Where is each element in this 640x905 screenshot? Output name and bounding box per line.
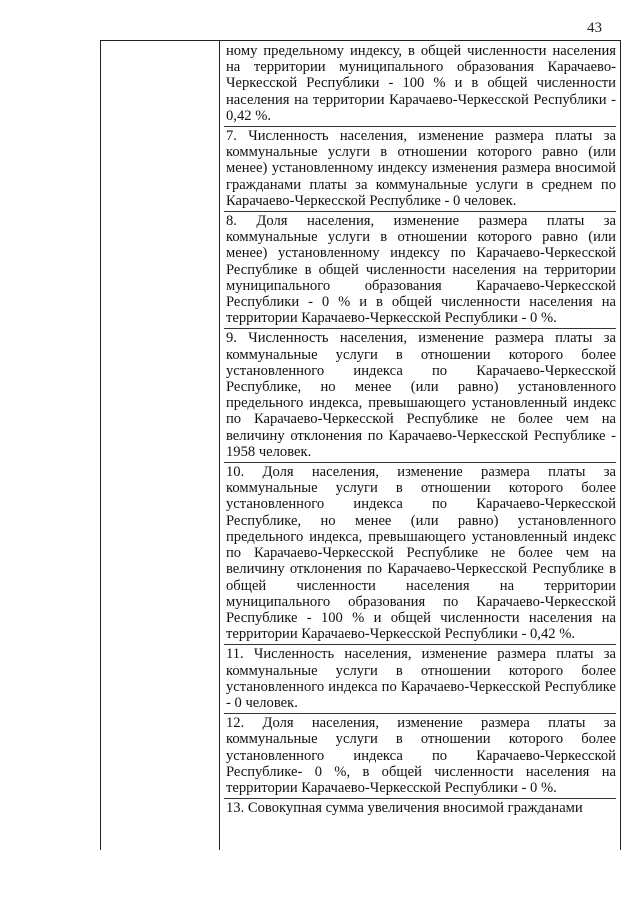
item-7: 7. Численность населения, изменение размера платы за коммунальные услуги в отношении которого равно (или менее) установленному индексу изменения размера вносимой гражданами платы за коммунальные услуги в среднем по Карачаево-Черкесской Республике - 0 человек. [224, 128, 616, 212]
column-divider [219, 41, 220, 850]
item-12: 12. Доля населения, изменение размера платы за коммунальные услуги в отношении которого более установленного индекса по Карачаево-Черкесской Республике- 0 %, в общей численности населения на территории Карачаево-Черкесской Республики - 0 %. [224, 715, 616, 799]
table-right-border [620, 41, 621, 850]
document-table [100, 40, 621, 850]
item-9: 9. Численность населения, изменение размера платы за коммунальные услуги в отношении которого более установленного индекса по Карачаево-Черкесской Республике, но менее (или равно) установленного предельного индекса, превышающего установленный индекс по Карачаево-Черкесской Республике не более чем на величину отклонения по Карачаево-Черкесской Республике - 1958 человек. [224, 330, 616, 463]
item-continuation: ному предельному индексу, в общей численности населения на территории муниципального образования Карачаево-Черкесской Республики - 100 % и в общей численности населения на территории Карачаево-Черкесской Республики - 0,42 %. [224, 43, 616, 127]
page-number: 43 [587, 20, 602, 36]
item-10: 10. Доля населения, изменение размера платы за коммунальные услуги в отношении которого более установленного индекса по Карачаево-Черкесской Республике, но менее (или равно) установленного предельного индекса, превышающего установленный индекс по Карачаево-Черкесской Республике не более чем на величину отклонения по Карачаево-Черкесской Республике в общей численности населения на территории муниципального образования по Карачаево-Черкесской Республике - 100 % и общей численности населения на территории Карачаево-Черкесской Республики - 0,42 %. [224, 464, 616, 645]
item-11: 11. Численность населения, изменение размера платы за коммунальные услуги в отношении которого более установленного индекса по Карачаево-Черкесской Республике - 0 человек. [224, 646, 616, 714]
content-column [224, 43, 616, 819]
item-13: 13. Совокупная сумма увеличения вносимой гражданами [226, 800, 583, 817]
item-8: 8. Доля населения, изменение размера платы за коммунальные услуги в отношении которого равно (или менее) установленному индексу по Карачаево-Черкесской Республике в общей численности населения на территории муниципального образования Карачаево-Черкесской Республики - 0 % и в общей численности населения на территории Карачаево-Черкесской Республики - 0 %. [224, 213, 616, 329]
